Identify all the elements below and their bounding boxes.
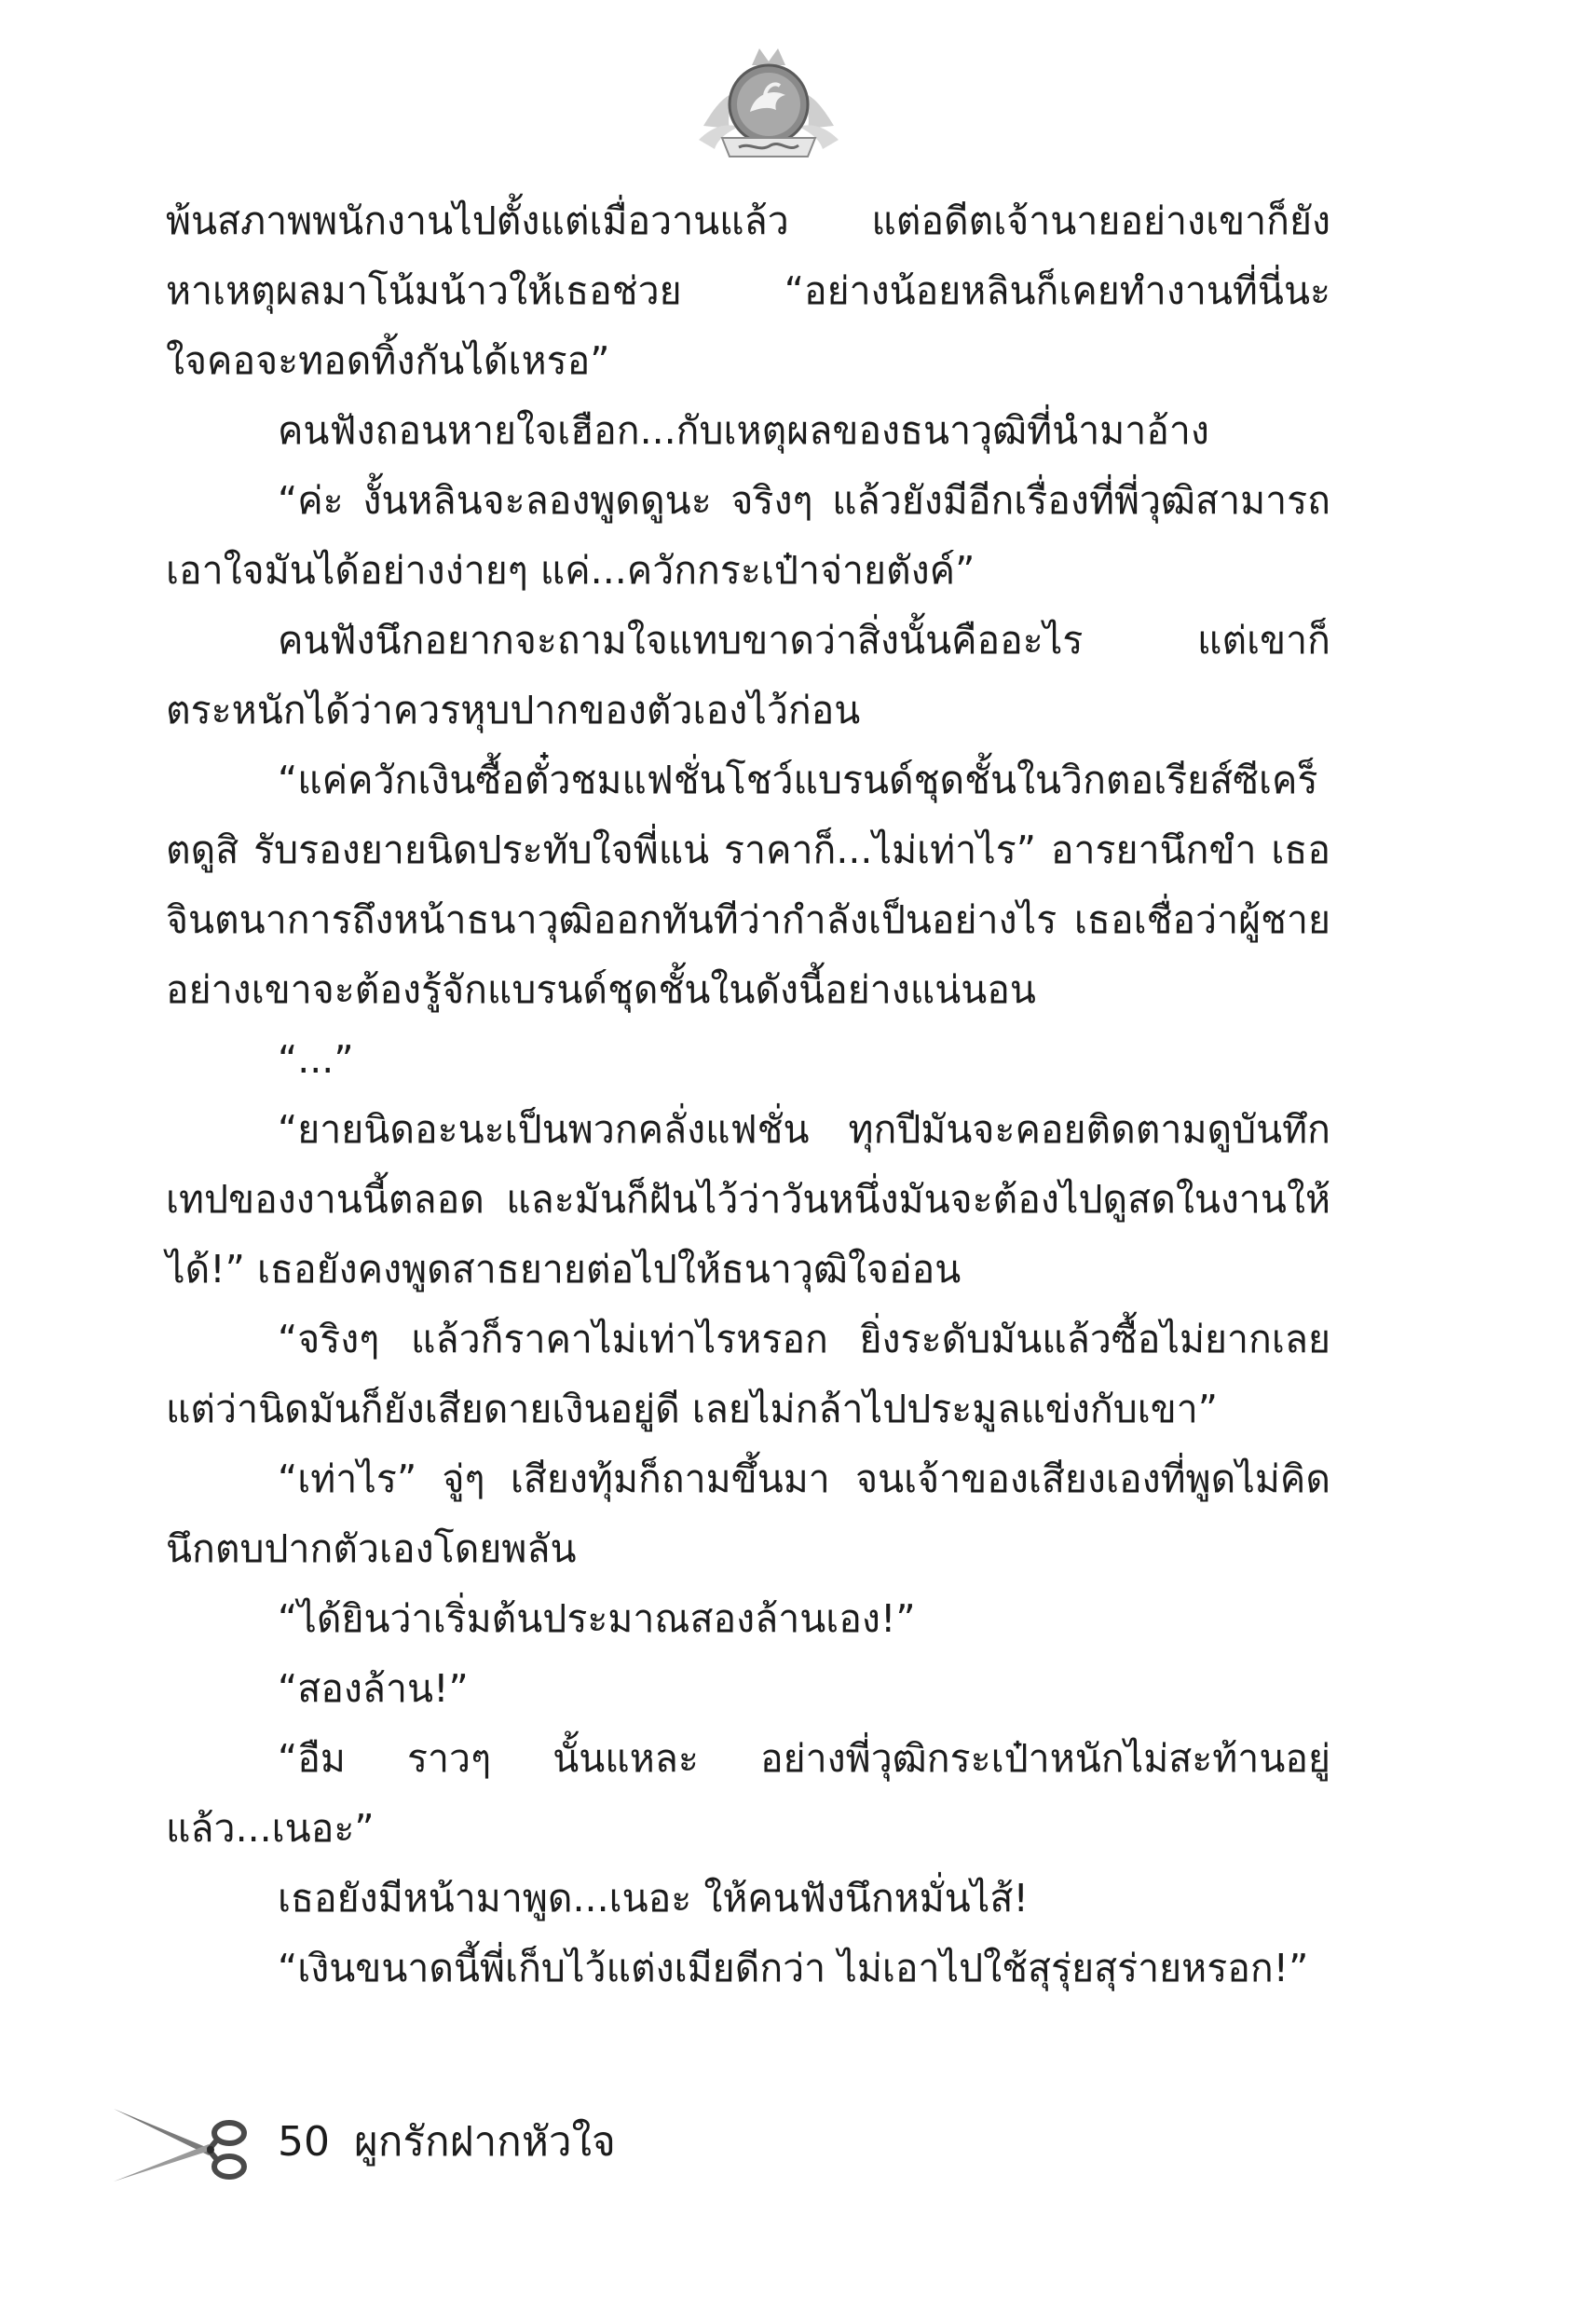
paragraph: “เงินขนาดนี้พี่เก็บไว้แต่งเมียดีกว่า ไม่เอาไปใช้สุรุ่ยสุร่ายหรอก!” xyxy=(278,1946,1309,1990)
paragraph: “...” xyxy=(278,1037,354,1082)
paragraph: คนฟังนึกอยากจะถามใจแทบขาดว่าสิ่งนั้นคืออะไร แต่เขาก็ตระหนักได้ว่าควรหุบปากของตัวเองไว้ก่อน xyxy=(166,618,1330,732)
paragraph: “สองล้าน!” xyxy=(278,1666,469,1711)
page-footer xyxy=(112,2101,857,2185)
scissors-icon xyxy=(112,2101,252,2185)
header-emblem xyxy=(685,37,853,177)
paragraph: เธอยังมีหน้ามาพูด...เนอะ ให้คนฟังนึกหมั่นไส้! xyxy=(278,1876,1029,1921)
book-title: ผูกรักฝากหัวใจ xyxy=(354,2118,616,2166)
paragraph: “แค่ควักเงินซื้อตั๋วชมแฟชั่นโชว์แบรนด์ชุดชั้นในวิกตอเรียส์ซีเคร็ตดูสิ รับรองยายนิดประทับใจพี่แน่ ราคาก็...ไม่เท่าไร” อารยานึกขำ เธอจินตนาการถึงหน้าธนาวุฒิออกทันทีว่ากำลังเป็นอย่างไร เธอเชื่อว่าผู้ชายอย่างเขาจะต้องรู้จักแบรนด์ชุดชั้นในดังนี้อย่างแน่นอน xyxy=(166,758,1330,1012)
paragraph: “เท่าไร” จู่ๆ เสียงทุ้มก็ถามขึ้นมา จนเจ้าของเสียงเองที่พูดไม่คิดนึกตบปากตัวเองโดยพลัน xyxy=(166,1456,1330,1571)
paragraph: “ค่ะ งั้นหลินจะลองพูดดูนะ จริงๆ แล้วยังมีอีกเรื่องที่พี่วุฒิสามารถเอาใจมันได้อย่างง่ายๆ แค่...ควักกระเป๋าจ่ายตังค์” xyxy=(166,478,1330,593)
paragraph: “อืม ราวๆ นั้นแหละ อย่างพี่วุฒิกระเป๋าหนักไม่สะท้านอยู่แล้ว...เนอะ” xyxy=(166,1736,1330,1851)
body-text xyxy=(166,186,1330,2003)
paragraph: พ้นสภาพพนักงานไปตั้งแต่เมื่อวานแล้ว แต่อดีตเจ้านายอย่างเขาก็ยังหาเหตุผลมาโน้มน้าวให้เธอช่วย “อย่างน้อยหลินก็เคยทำงานที่นี่นะ ใจคอจะทอดทิ้งกันได้เหรอ” xyxy=(166,198,1330,383)
paragraph: “จริงๆ แล้วก็ราคาไม่เท่าไรหรอก ยิ่งระดับมันแล้วซื้อไม่ยากเลย แต่ว่านิดมันก็ยังเสียดายเงินอยู่ดี เลยไม่กล้าไปประมูลแข่งกับเขา” xyxy=(166,1317,1330,1431)
page-number: 50 xyxy=(278,2118,330,2166)
ornamental-crest-icon xyxy=(685,37,853,177)
paragraph: “ได้ยินว่าเริ่มต้นประมาณสองล้านเอง!” xyxy=(278,1596,916,1641)
paragraph: คนฟังถอนหายใจเฮือก...กับเหตุผลของธนาวุฒิที่นำมาอ้าง xyxy=(278,408,1209,453)
paragraph: “ยายนิดอะนะเป็นพวกคลั่งแฟชั่น ทุกปีมันจะคอยติดตามดูบันทึกเทปของงานนี้ตลอด และมันก็ฝันไว้ว่าวันหนึ่งมันจะต้องไปดูสดในงานให้ได้!” เธอยังคงพูดสาธยายต่อไปให้ธนาวุฒิใจอ่อน xyxy=(166,1107,1330,1292)
